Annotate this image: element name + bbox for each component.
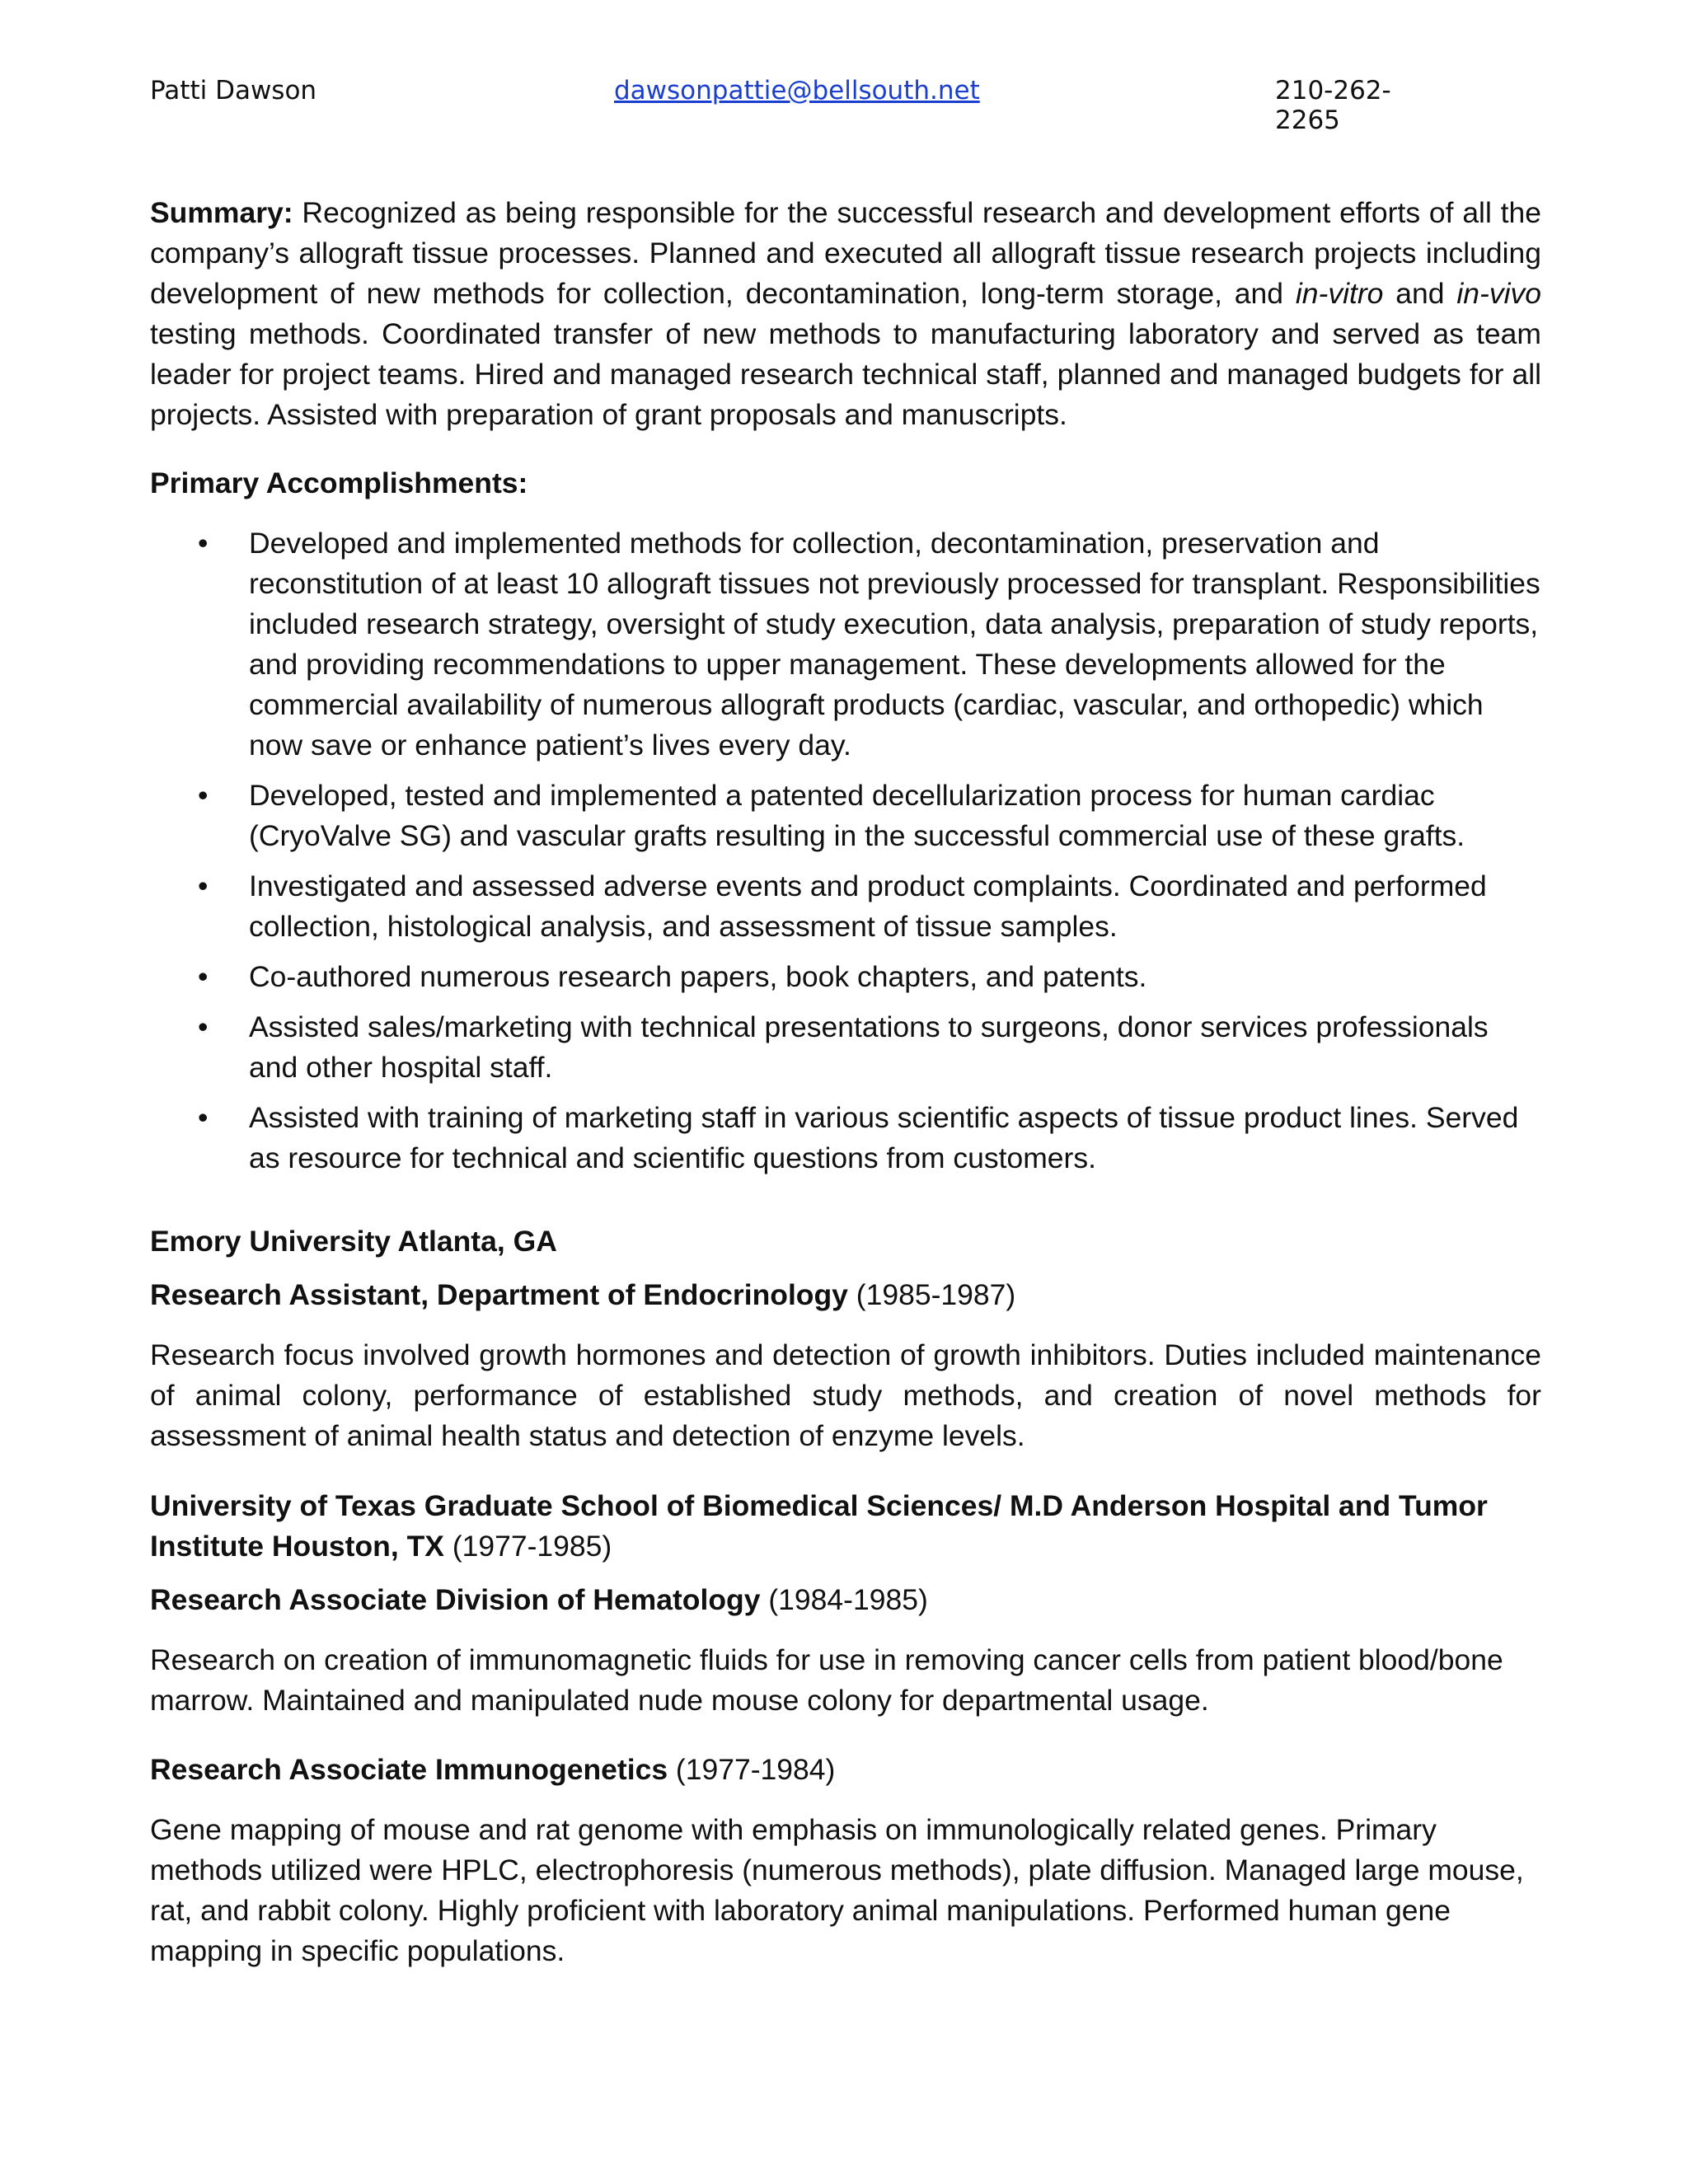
summary-text-b: and [1383, 277, 1457, 310]
summary-em-invitro: in-vitro [1295, 277, 1384, 310]
list-item [150, 957, 1541, 997]
ut-role2-dates: (1977-1984) [668, 1753, 836, 1786]
list-item-text: Assisted sales/marketing with technical presentations to surgeons, donor services professionals and other hospital staff. [249, 1010, 1489, 1084]
summary-label: Summary: [150, 196, 293, 229]
emory-description: Research focus involved growth hormones and detection of growth inhibitors. Duties included maintenance of animal colony, performance of established study methods, and creation of novel methods for assessment of animal health status and detection of enzyme levels. [150, 1338, 1541, 1452]
bullet-icon: • [198, 527, 209, 560]
summary-paragraph [150, 193, 1541, 435]
bullet-icon: • [198, 869, 209, 902]
list-item-text: Developed, tested and implemented a patented decellularization process for human cardiac (CryoValve SG) and vascular grafts resulting in the successful commercial use of these grafts. [249, 779, 1465, 852]
ut-org-dates: (1977-1985) [443, 1529, 612, 1563]
list-item [150, 523, 1541, 766]
list-item [150, 1007, 1541, 1088]
list-item [150, 866, 1541, 947]
bullet-icon: • [198, 1101, 209, 1134]
summary-em-invivo: in-vivo [1456, 277, 1541, 310]
phone-number: 210-262-2265 [1275, 76, 1391, 135]
emory-role-title: Research Assistant, Department of Endocrinology [150, 1278, 856, 1311]
ut-role1 [150, 1580, 1541, 1620]
ut-role2-description: Gene mapping of mouse and rat genome with emphasis on immunologically related genes. Primary methods utilized were HPLC, electrophoresis (numerous methods), plate diffusion. Managed large mouse, rat, and rabbit colony. Highly proficient with laboratory animal manipulations. Performed human gene mapping in specific populations. [150, 1813, 1524, 1967]
list-item-text: Co-authored numerous research papers, book chapters, and patents. [249, 960, 1147, 993]
list-item-text: Assisted with training of marketing staff in various scientific aspects of tissue product lines. Served as resource for technical and scientific questions from customers. [249, 1101, 1519, 1174]
list-item [150, 1098, 1541, 1179]
ut-role1-description: Research on creation of immunomagnetic fluids for use in removing cancer cells from patient blood/bone marrow. Maintained and manipulated nude mouse colony for departmental usage. [150, 1643, 1503, 1717]
bullet-icon: • [198, 779, 209, 812]
accomplishments-list [150, 523, 1541, 1179]
ut-role1-dates: (1984-1985) [760, 1582, 928, 1616]
summary-text-a: Recognized as being responsible for the successful research and development efforts of all the company’s allograft tissue processes. Planned and executed all allograft tissue research projects including development of new methods for collection, decontamination, long-term storage, and [150, 196, 1541, 310]
ut-role2-title: Research Associate Immunogenetics [150, 1753, 668, 1786]
ut-org-name: University of Texas Graduate School of Biomedical Sciences/ M.D Anderson Hospital and Tumor Institute Houston, TX [150, 1488, 1488, 1563]
bullet-icon: • [198, 960, 209, 993]
ut-role1-title: Research Associate Division of Hematology [150, 1582, 761, 1616]
ut-role2 [150, 1750, 1541, 1790]
ut-org-heading [150, 1486, 1541, 1567]
resume-body [150, 193, 1541, 2001]
summary-text-c: testing methods. Coordinated transfer of new methods to manufacturing laboratory and served as team leader for project teams. Hired and managed research technical staff, planned and managed budgets for all projects. Assisted with preparation of grant proposals and manuscripts. [150, 317, 1541, 431]
contact-header [150, 76, 1444, 135]
bullet-icon: • [198, 1010, 209, 1043]
list-item-text: Investigated and assessed adverse events and product complaints. Coordinated and performed collection, histological analysis, and assessment of tissue samples. [249, 869, 1487, 943]
emory-org-heading: Emory University Atlanta, GA [150, 1225, 557, 1258]
candidate-name: Patti Dawson [150, 76, 317, 105]
list-item-text: Developed and implemented methods for collection, decontamination, preservation and reconstitution of at least 10 allograft tissues not previously processed for transplant. Responsibilities included research strategy, oversight of study execution, data analysis, preparation of study reports, and providing recommendations to upper management. These developments allowed for the commercial availability of numerous allograft products (cardiac, vascular, and orthopedic) which now save or enhance patient’s lives every day. [249, 527, 1540, 762]
email-link[interactable]: dawsonpattie@bellsouth.net [614, 76, 980, 105]
emory-role [150, 1275, 1541, 1315]
emory-role-dates: (1985-1987) [856, 1278, 1016, 1311]
list-item [150, 776, 1541, 856]
accomplishments-heading: Primary Accomplishments: [150, 466, 528, 499]
